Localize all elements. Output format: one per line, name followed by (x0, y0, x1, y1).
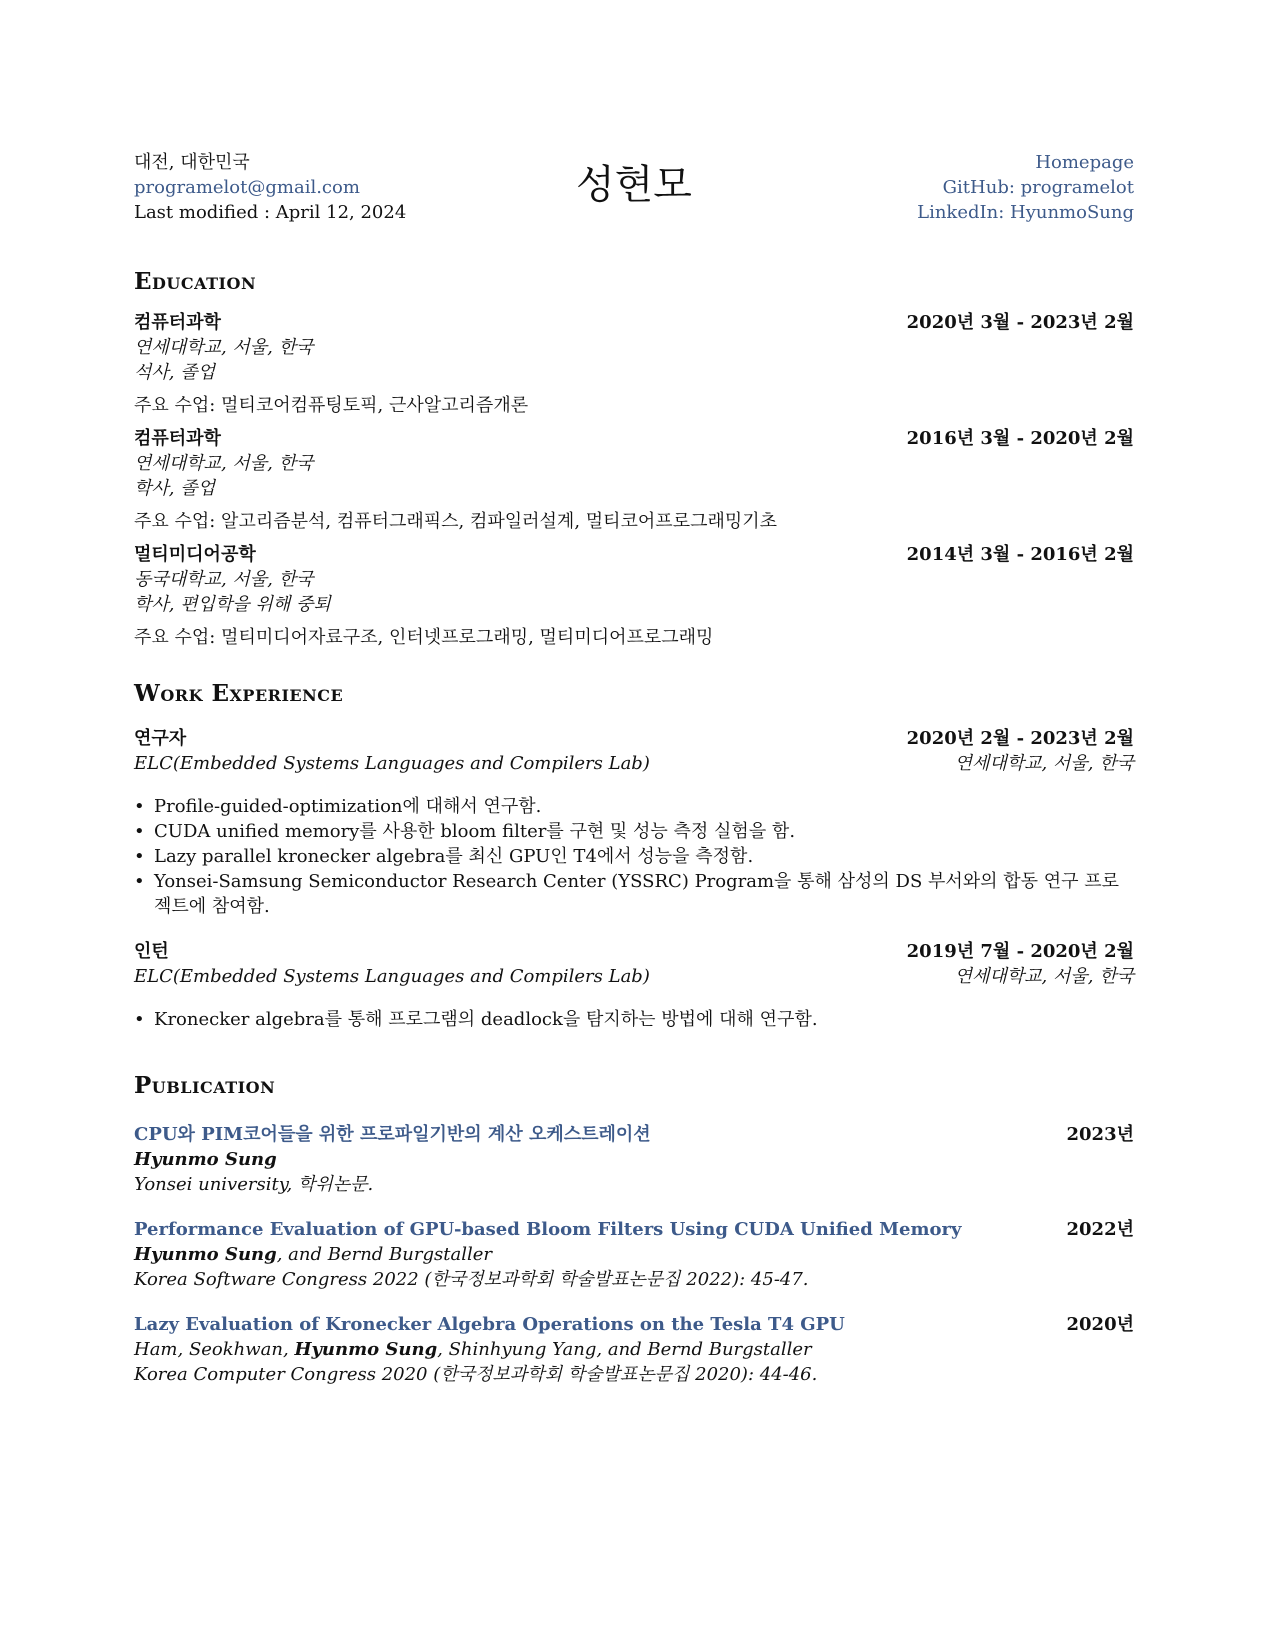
courses: 주요 수업: 멀티미디어자료구조, 인터넷프로그래밍, 멀티미디어프로그래밍 (134, 627, 714, 648)
github-link[interactable]: GitHub: programelot (942, 177, 1134, 198)
contact-right (917, 150, 1134, 225)
work-entry (134, 726, 1134, 919)
author-highlight: Hyunmo Sung (134, 1244, 277, 1265)
authors-before: Ham, Seokhwan, (134, 1339, 295, 1360)
degree: 컴퓨터과학 (134, 428, 221, 449)
work-bullets (134, 794, 1134, 919)
dates: 2020년 2월 - 2023년 2월 (906, 728, 1134, 749)
dates: 2014년 3월 - 2016년 2월 (906, 544, 1134, 565)
organization: ELC(Embedded Systems Languages and Compilers Lab) (134, 753, 650, 774)
last-modified: Last modified : April 12, 2024 (134, 202, 407, 223)
work-title: Work Experience (134, 680, 344, 707)
authors-after: , and Bernd Burgstaller (276, 1244, 492, 1265)
status: 석사, 졸업 (134, 362, 215, 383)
publication-entry (134, 1122, 1134, 1197)
dates: 2020년 3월 - 2023년 2월 (906, 312, 1134, 333)
role: 연구자 (134, 728, 187, 749)
resume-body (134, 150, 1134, 1387)
publication-year: 2022년 (1066, 1219, 1134, 1240)
courses: 주요 수업: 알고리즘분석, 컴퓨터그래픽스, 컴파일러설계, 멀티코어프로그래밍기초 (134, 511, 778, 532)
education-entry (134, 426, 1134, 534)
publication-year: 2020년 (1066, 1314, 1134, 1335)
dates: 2019년 7월 - 2020년 2월 (906, 941, 1134, 962)
publication-entry (134, 1217, 1134, 1292)
work-section (134, 680, 1134, 1032)
homepage-link[interactable]: Homepage (1035, 152, 1134, 173)
publication-title: Publication (134, 1072, 276, 1099)
location: 대전, 대한민국 (134, 152, 250, 173)
organization: ELC(Embedded Systems Languages and Compilers Lab) (134, 966, 650, 987)
work-location: 연세대학교, 서울, 한국 (954, 753, 1134, 774)
publication-link[interactable]: Performance Evaluation of GPU-based Bloom Filters Using CUDA Unified Memory (134, 1219, 962, 1240)
school: 연세대학교, 서울, 한국 (134, 337, 314, 358)
author-highlight: Hyunmo Sung (134, 1149, 277, 1170)
venue: Korea Computer Congress 2020 (한국정보과학회 학술발표논문집 2020): 44-46. (134, 1364, 818, 1385)
publication-section (134, 1072, 1134, 1387)
list-item: • Yonsei-Samsung Semiconductor Research Center (YSSRC) Program을 통해 삼성의 DS 부서와의 합동 연구 프로젝트에 참여함. (154, 869, 1134, 919)
list-item: • CUDA unified memory를 사용한 bloom filter를 구현 및 성능 측정 실험을 함. (154, 819, 1134, 844)
degree: 컴퓨터과학 (134, 312, 221, 333)
publication-entry (134, 1312, 1134, 1387)
publication-link[interactable]: CPU와 PIM코어들을 위한 프로파일기반의 계산 오케스트레이션 (134, 1124, 651, 1145)
publication-link[interactable]: Lazy Evaluation of Kronecker Algebra Operations on the Tesla T4 GPU (134, 1314, 845, 1335)
dates: 2016년 3월 - 2020년 2월 (906, 428, 1134, 449)
school: 동국대학교, 서울, 한국 (134, 569, 314, 590)
status: 학사, 편입학을 위해 중퇴 (134, 594, 331, 615)
school: 연세대학교, 서울, 한국 (134, 453, 314, 474)
role: 인턴 (134, 941, 169, 962)
work-bullets (134, 1007, 1134, 1032)
education-entry (134, 310, 1134, 418)
resume-header (134, 150, 1134, 240)
list-item: • Profile-guided-optimization에 대해서 연구함. (154, 794, 1134, 819)
degree: 멀티미디어공학 (134, 544, 256, 565)
author-highlight: Hyunmo Sung (294, 1339, 438, 1360)
work-entry (134, 939, 1134, 1032)
venue: Yonsei university, 학위논문. (134, 1174, 374, 1195)
email-link[interactable]: programelot@gmail.com (134, 177, 360, 198)
authors (134, 1337, 1134, 1362)
list-item: • Lazy parallel kronecker algebra를 최신 GPU인 T4에서 성능을 측정함. (154, 844, 1134, 869)
work-location: 연세대학교, 서울, 한국 (954, 966, 1134, 987)
publication-year: 2023년 (1066, 1124, 1134, 1145)
education-title: Education (134, 268, 257, 295)
authors (134, 1147, 1134, 1172)
courses: 주요 수업: 멀티코어컴퓨팅토픽, 근사알고리즘개론 (134, 395, 529, 416)
linkedin-link[interactable]: LinkedIn: HyunmoSung (917, 202, 1134, 223)
education-section (134, 268, 1134, 650)
authors-after: , Shinhyung Yang, and Bernd Burgstaller (437, 1339, 812, 1360)
list-item: • Kronecker algebra를 통해 프로그램의 deadlock을 탐지하는 방법에 대해 연구함. (154, 1007, 1134, 1032)
authors (134, 1242, 1134, 1267)
status: 학사, 졸업 (134, 478, 215, 499)
education-entry (134, 542, 1134, 650)
person-name: 성현모 (576, 162, 692, 208)
venue: Korea Software Congress 2022 (한국정보과학회 학술발표논문집 2022): 45-47. (134, 1269, 809, 1290)
